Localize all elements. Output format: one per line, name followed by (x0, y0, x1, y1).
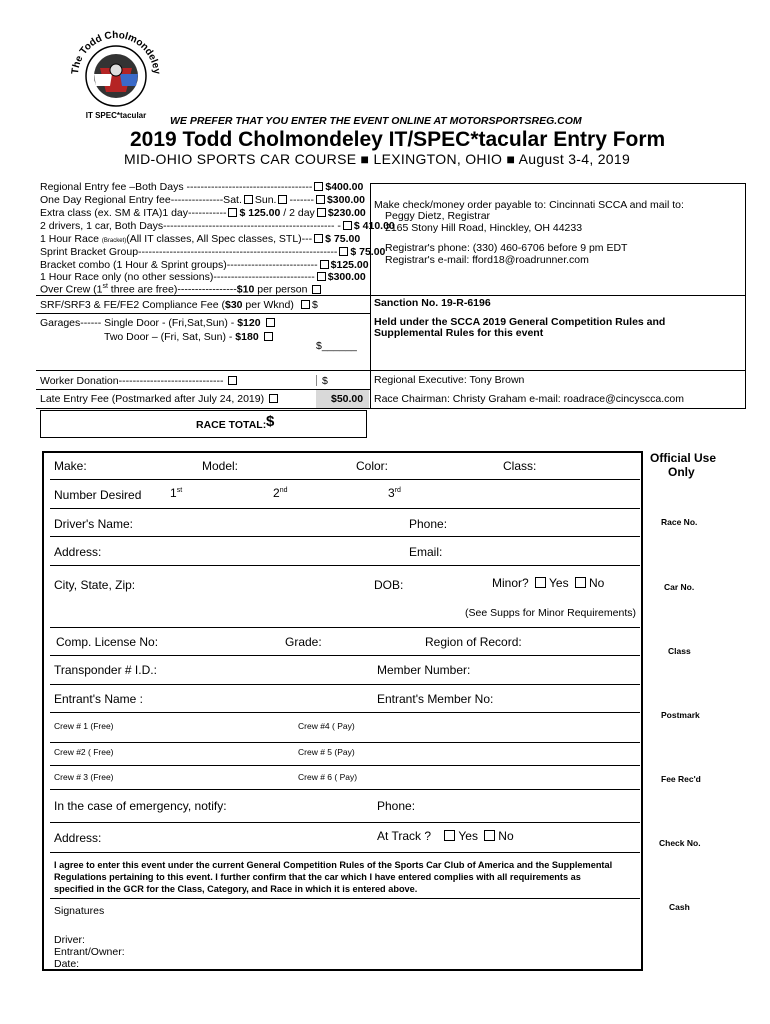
fee-hour-only: 1 Hour Race only (no other sessions)----------------------------- $300.00 (40, 271, 366, 283)
divider (36, 408, 370, 409)
email-field[interactable]: Email: (409, 545, 443, 559)
row-line (50, 712, 640, 713)
number-desired-label: Number Desired (54, 488, 142, 502)
crew-3-field[interactable]: Crew # 3 (Free) (54, 772, 114, 782)
emergency-phone-field[interactable]: Phone: (377, 799, 416, 813)
registrar-phone: Registrar's phone: (330) 460-6706 before 9 pm EDT (385, 242, 628, 254)
fee-one-day: One Day Regional Entry fee---------------Sat. Sun. ------- $300.00 (40, 194, 365, 206)
garages-two: Two Door – (Fri, Sat, Sun) - $180 (104, 331, 275, 343)
held-under-2: Supplemental Rules for this event (374, 327, 544, 339)
fee-sprint-bracket: Sprint Bracket Group--------------------------------------------------------- $ 75.00 (40, 246, 386, 258)
crew-5-field[interactable]: Crew # 5 (Pay) (298, 747, 355, 757)
logo (60, 14, 172, 126)
row-line (50, 627, 640, 628)
official-car-no: Car No. (664, 582, 695, 592)
checkbox[interactable] (228, 208, 237, 217)
number-choice-1[interactable]: 1st (170, 486, 183, 500)
row-line (50, 765, 640, 766)
checkbox[interactable] (317, 208, 326, 217)
agreement-line-1: I agree to enter this event under the current General Competition Rules of the Sports Car Club of America and the Supplemental (54, 860, 613, 870)
emergency-address-field[interactable]: Address: (54, 831, 102, 845)
crew-6-field[interactable]: Crew # 6 ( Pay) (298, 772, 358, 782)
at-track-question: At Track ? Yes No (377, 829, 514, 843)
row-line (50, 508, 640, 509)
checkbox[interactable] (314, 182, 323, 191)
row-line (50, 822, 640, 823)
official-class: Class (668, 646, 691, 656)
minor-supps-note: (See Supps for Minor Requirements) (465, 607, 636, 619)
checkbox[interactable] (343, 221, 352, 230)
model-field[interactable]: Model: (202, 459, 239, 473)
official-cash: Cash (669, 902, 690, 912)
checkbox[interactable] (317, 272, 326, 281)
fee-over-crew: Over Crew (1st three are free)-----------------$10 per person (40, 283, 323, 296)
comp-license-field[interactable]: Comp. License No: (56, 635, 159, 649)
fee-regional-entry: Regional Entry fee –Both Days ------------------------------------ $400.00 (40, 181, 364, 193)
crew-1-field[interactable]: Crew # 1 (Free) (54, 721, 114, 731)
transponder-field[interactable]: Transponder # I.D.: (54, 663, 157, 677)
checkbox[interactable] (228, 376, 237, 385)
official-postmark: Postmark (661, 710, 700, 720)
fee-two-drivers: 2 drivers, 1 car, Both Days------------------------------------------------- - $ 410.00 (40, 220, 395, 232)
entrant-owner-signature-field[interactable]: Entrant/Owner: (54, 946, 125, 958)
official-check-no: Check No. (659, 838, 701, 848)
fee-hour-race: 1 Hour Race (Bracket)(All IT classes, All Spec classes, STL)--- $ 75.00 (40, 233, 361, 245)
region-of-record-field[interactable]: Region of Record: (425, 635, 522, 649)
fee-bracket-combo: Bracket combo (1 Hour & Sprint groups)-------------------------- $125.00 (40, 259, 369, 271)
divider (370, 370, 746, 371)
divider (36, 370, 370, 371)
checkbox[interactable] (266, 318, 275, 327)
worker-donation: Worker Donation------------------------------ (40, 375, 239, 387)
race-chairman: Race Chairman: Christy Graham e-mail: roadrace@cincyscca.com (374, 393, 685, 405)
garages-total: $______ (316, 340, 357, 352)
garages-single: Garages------ Single Door - (Fri,Sat,Sun) - $120 (40, 317, 277, 329)
agreement-line-3: specified in the GCR for the Class, Category, and Race in which it is entered above. (54, 884, 418, 894)
event-dates: August 3-4, 2019 (518, 151, 631, 167)
row-line (50, 479, 640, 480)
agreement-line-2: Regulations pertaining to this event. I further confirm that the car which I have entered complies with all requirements as (54, 872, 581, 882)
dob-field[interactable]: DOB: (374, 578, 404, 592)
mail-line-3: 2165 Stony Hill Road, Hinckley, OH 44233 (385, 222, 583, 234)
regional-executive: Regional Executive: Tony Brown (374, 374, 525, 386)
late-fee-price: $50.00 (331, 393, 364, 405)
driver-signature-field[interactable]: Driver: (54, 934, 85, 946)
city-state-zip-field[interactable]: City, State, Zip: (54, 578, 136, 592)
phone-field[interactable]: Phone: (409, 517, 448, 531)
divider (36, 295, 370, 296)
row-line (50, 684, 640, 685)
checkbox[interactable] (301, 300, 310, 309)
checkbox[interactable] (244, 195, 253, 204)
row-line (50, 742, 640, 743)
make-field[interactable]: Make: (54, 459, 87, 473)
signatures-label: Signatures (54, 905, 105, 917)
class-field[interactable]: Class: (503, 459, 537, 473)
date-field[interactable]: Date: (54, 958, 80, 970)
at-track-yes-checkbox[interactable] (444, 830, 455, 841)
fee-compliance: SRF/SRF3 & FE/FE2 Compliance Fee ($30 per Wknd) (40, 299, 294, 311)
fee-extra-class: Extra class (ex. SM & ITA)1 day----------- $ 125.00 / 2 day $230.00 (40, 207, 366, 219)
address-field[interactable]: Address: (54, 545, 102, 559)
event-location (124, 151, 630, 167)
checkbox[interactable] (264, 332, 273, 341)
row-line (50, 655, 640, 656)
official-use-title-2: Only (668, 465, 695, 479)
prefer-online-notice: WE PREFER THAT YOU ENTER THE EVENT ONLINE AT MOTORSPORTSREG.COM (170, 115, 582, 127)
sanction-number: Sanction No. 19-R-6196 (374, 297, 491, 309)
color-field[interactable]: Color: (356, 459, 389, 473)
logo-bottom-text: IT SPEC*tacular (85, 111, 147, 120)
row-line (50, 789, 640, 790)
at-track-no-checkbox[interactable] (484, 830, 495, 841)
late-entry-fee: Late Entry Fee (Postmarked after July 24, 2019) (40, 393, 280, 405)
checkbox[interactable] (312, 285, 321, 294)
separator-square: ■ (506, 151, 516, 167)
race-total-label: RACE TOTAL: (196, 419, 267, 431)
registrar-email: Registrar's e-mail: fford18@roadrunner.com (385, 254, 589, 266)
official-fee-recd: Fee Rec'd (661, 774, 701, 784)
checkbox[interactable] (314, 234, 323, 243)
number-choice-2[interactable]: 2nd (273, 486, 288, 500)
page-title: 2019 Todd Cholmondeley IT/SPEC*tacular Entry Form (130, 128, 666, 151)
row-line (50, 852, 640, 853)
minor-yes-checkbox[interactable] (535, 577, 546, 588)
official-use-title: Official Use (650, 451, 717, 465)
entrant-member-field[interactable]: Entrant's Member No: (377, 692, 494, 706)
city: LEXINGTON, OHIO (373, 151, 503, 167)
checkbox[interactable] (278, 195, 287, 204)
checkbox[interactable] (320, 260, 329, 269)
venue: MID-OHIO SPORTS CAR COURSE (124, 151, 357, 167)
mail-line-2: Peggy Dietz, Registrar (385, 210, 491, 222)
checkbox[interactable] (269, 394, 278, 403)
row-line (50, 536, 640, 537)
row-line (50, 565, 640, 566)
checkbox[interactable] (339, 247, 348, 256)
emergency-contact-field[interactable]: In the case of emergency, notify: (54, 799, 227, 813)
compliance-checkbox: $ (299, 299, 318, 311)
held-under-1: Held under the SCCA 2019 General Competition Rules and (374, 316, 666, 328)
worker-dollar: $ (322, 375, 328, 387)
divider (36, 313, 370, 314)
entrant-name-field[interactable]: Entrant's Name : (54, 692, 143, 706)
number-choice-3[interactable]: 3rd (388, 486, 401, 500)
race-total-dollar: $ (266, 413, 275, 430)
checkbox[interactable] (316, 195, 325, 204)
logo-ring-text: The Todd Cholmondeley (69, 29, 163, 75)
divider (370, 295, 746, 296)
drivers-name-field[interactable]: Driver's Name: (54, 517, 133, 531)
separator-square: ■ (360, 151, 370, 167)
mail-line-1: Make check/money order payable to: Cincinnati SCCA and mail to: (374, 199, 684, 211)
crew-2-field[interactable]: Crew #2 ( Free) (54, 747, 114, 757)
row-line (50, 898, 640, 899)
member-number-field[interactable]: Member Number: (377, 663, 471, 677)
divider (316, 375, 317, 386)
minor-no-checkbox[interactable] (575, 577, 586, 588)
minor-question: Minor? Yes No (492, 576, 605, 590)
grade-field[interactable]: Grade: (285, 635, 322, 649)
official-race-no: Race No. (661, 517, 698, 527)
crew-4-field[interactable]: Crew #4 ( Pay) (298, 721, 355, 731)
